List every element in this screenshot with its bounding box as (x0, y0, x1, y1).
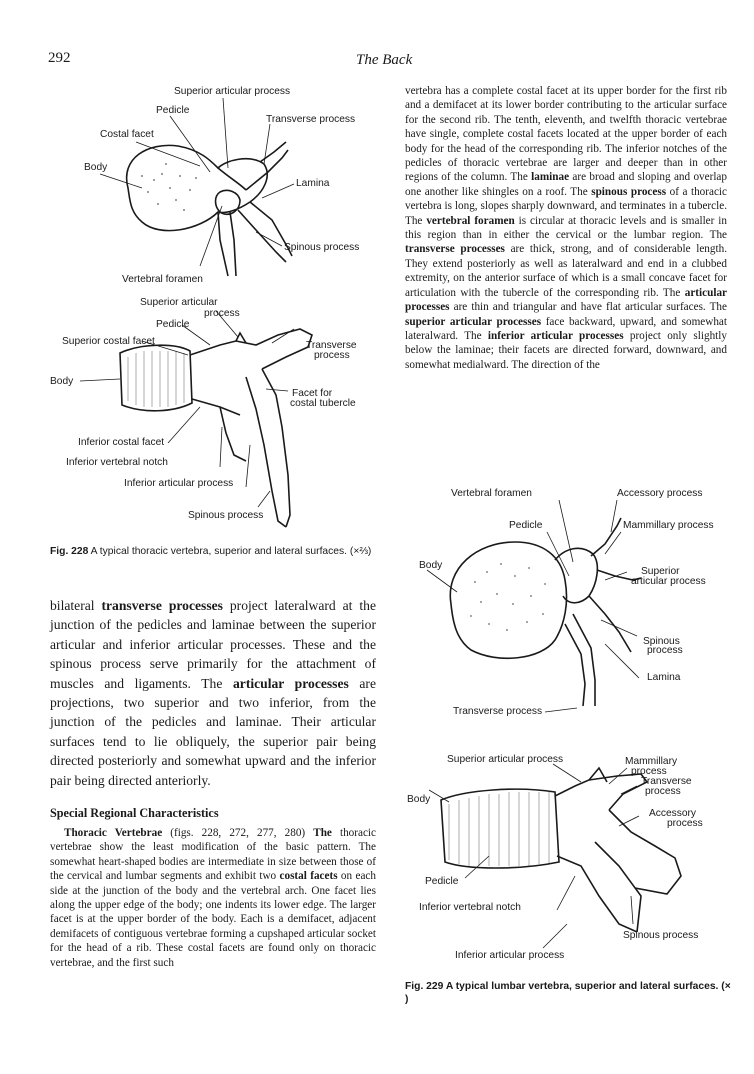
label-superior-articular-line2: process (204, 308, 240, 319)
thoracic-superior-view-drawing (50, 80, 380, 300)
text-run: on each side at the junction of the body and the vertebral arch. One facet lies along the upper edge of the body; one indents its lower edge. The larger facet is at the upper border of the body. Each is a demifacet, adjacent demifacets of contiguous vertebrae forming a cupshaped articular socket for the head of a rib. These costal facets are found only on thoracic vertebrae, and the first such (50, 870, 376, 969)
figure-228-caption-text: A typical thoracic vertebra, superior and lateral surfaces. (×⅔) (90, 546, 372, 557)
term-bold: superior articular processes (405, 315, 542, 328)
label-lateral-pedicle: Pedicle (156, 319, 190, 330)
term-bold: costal facets (279, 870, 338, 883)
label-superior-line2-229: articular process (631, 576, 706, 587)
term-bold: The (313, 827, 332, 839)
page-number: 292 (48, 50, 71, 66)
section-heading: Special Regional Characteristics (50, 806, 219, 820)
label-lamina-229: Lamina (647, 672, 681, 683)
label-lateral-spinous-process: Spinous process (188, 510, 264, 521)
right-paragraph (405, 84, 727, 372)
figure-228-caption (50, 546, 380, 559)
label-accessory-line2-229: process (667, 818, 703, 829)
label-body-229: Body (419, 560, 443, 571)
label-inferior-articular-process-229: Inferior articular process (455, 950, 565, 961)
figure-228 (50, 80, 380, 540)
text-run: project lateralward at the junction of the pedicles and laminae between the superior articular and inferior articular processes. These and the spinous process serve primarily for the attachment of muscles and ligaments. The (50, 598, 376, 691)
label-vertebral-foramen-229: Vertebral foramen (451, 488, 532, 499)
label-body: Body (84, 162, 108, 173)
label-body-lateral-229: Body (407, 794, 431, 805)
label-transverse-process-229: Transverse process (453, 706, 543, 717)
label-spinous-line1-229: Spinous (643, 636, 680, 647)
label-superior-articular-line1: Superior articular (140, 297, 218, 308)
text-run: (figs. 228, 272, 277, 280) (162, 827, 314, 839)
label-facet-line2: costal tubercle (290, 398, 356, 409)
text-run: are broad and sloping and overlap one another like shingles on a roof. The (405, 171, 727, 198)
text-run: face backward, upward, and somewhat lateralward. The (405, 315, 728, 342)
text-run: thoracic vertebrae show the least modification of the basic pattern. The somewhat heart-shaped bodies are intermediate in size between those of the cervical and lumbar segments and exhibit two (50, 827, 376, 883)
text-run: project only slightly below the laminae; their facets are directed forward, downward, and somewhat medialward. The direction of the (405, 329, 727, 371)
label-costal-facet: Costal facet (100, 129, 154, 140)
label-facet-line1: Facet for (292, 388, 333, 399)
label-pedicle-229: Pedicle (509, 520, 543, 531)
term-bold: vertebral foramen (426, 214, 515, 227)
label-superior-articular-process: Superior articular process (174, 86, 291, 97)
label-inferior-costal-facet: Inferior costal facet (78, 437, 165, 448)
figure-229 (405, 484, 735, 974)
term-bold: laminae (531, 171, 570, 184)
label-transverse-line2-229: process (645, 786, 681, 797)
figure-229-caption (405, 981, 731, 1006)
label-lamina: Lamina (296, 178, 330, 189)
label-mammillary-process: Mammillary process (623, 520, 714, 531)
term-bold: transverse processes (405, 243, 505, 256)
label-lateral-transverse-line1: Transverse (306, 340, 357, 351)
text-run: of a thoracic vertebra is long, slopes sharply downward, and terminates in a tubercle. The (405, 185, 728, 227)
label-lateral-body: Body (50, 376, 74, 387)
label-superior-line1-229: Superior (641, 566, 680, 577)
label-mammillary-line2-229: process (631, 766, 667, 777)
label-transverse-line1-229: Transverse (641, 776, 692, 787)
label-spinous-process: Spinous process (284, 242, 360, 253)
thoracic-paragraph (50, 826, 376, 970)
label-lateral-transverse-line2: process (314, 350, 350, 361)
text-run: are thick, strong, and of considerable length. They extend posteriorly as well as lateralward and end in a clubbed extremity, on the anterior surface of which is a small concave facet for articulation with the tubercle of the corresponding rib. The (405, 243, 727, 299)
term-bold: spinous process (591, 185, 667, 198)
running-title: The Back (356, 52, 413, 68)
label-spinous-process-lateral-229: Spinous process (623, 930, 699, 941)
figure-229-caption-label: Fig. 229 (405, 981, 444, 992)
term-bold: Thoracic Vertebrae (64, 827, 163, 839)
label-transverse-process: Transverse process (266, 114, 356, 125)
text-run: vertebra has a complete costal facet at its upper border for the first rib and a demifacet at its lower border contributing to the articular surface for the second rib. The tenth, eleventh, and twelfth thoracic vertebrae have single, complete costal facets located at the upper border of each body for the head of the corresponding rib. The inferior notches of the pedicles of thoracic vertebrae are larger and deeper than in other regions of the column. The (405, 85, 727, 184)
term-bold: inferior articular processes (487, 329, 624, 342)
label-inferior-vertebral-notch: Inferior vertebral notch (66, 457, 168, 468)
term-bold: articular processes (405, 286, 727, 314)
label-accessory-line1-229: Accessory (649, 808, 696, 819)
term-bold: articular processes (232, 675, 349, 691)
text-run: bilateral (50, 598, 102, 613)
figure-228-caption-label: Fig. 228 (50, 546, 89, 557)
label-inferior-articular-process: Inferior articular process (124, 478, 234, 489)
left-paragraph (50, 596, 376, 790)
label-pedicle-lateral-229: Pedicle (425, 876, 459, 887)
text-run: are thin and triangular and have flat articular surfaces. The (449, 301, 727, 314)
label-mammillary-line1-229: Mammillary (625, 756, 678, 767)
text-run: are projections, two superior and two inferior, from the junction of the pedicles and laminae. Their articular surfaces tend to lie obliquely, the superior pair being directed posteriorly and somewhat upward and the inferior pair being directed anteriorly. (50, 675, 376, 788)
label-inferior-vertebral-notch-229: Inferior vertebral notch (419, 902, 521, 913)
label-pedicle: Pedicle (156, 105, 190, 116)
term-bold: transverse processes (101, 598, 223, 613)
label-superior-costal-facet: Superior costal facet (62, 336, 155, 347)
label-vertebral-foramen: Vertebral foramen (122, 274, 203, 285)
figure-229-caption-text: A typical lumbar vertebra, superior and lateral surfaces. (× ) (405, 981, 731, 1005)
thoracic-lateral-view-drawing (50, 295, 380, 535)
label-spinous-line2-229: process (647, 645, 683, 656)
label-accessory-process: Accessory process (617, 488, 703, 499)
label-superior-articular-process-229: Superior articular process (447, 754, 564, 765)
text-run: is circular at thoracic levels and is smaller in this region than in either the cervical or the lumbar region. The (405, 214, 727, 242)
